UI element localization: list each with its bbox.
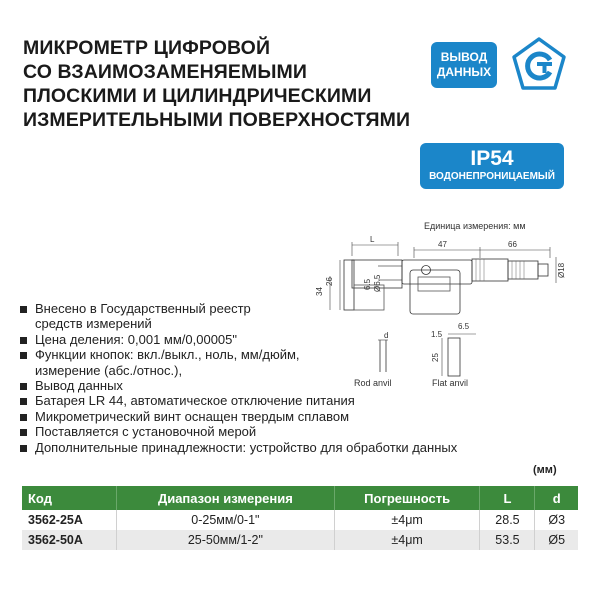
- feature-item: Внесено в Государственный реестр средств измерений: [20, 301, 540, 332]
- unit-note: Единица измерения: мм: [424, 221, 526, 231]
- dim-66: 66: [508, 240, 517, 249]
- cell-code: 3562-50A: [22, 530, 117, 550]
- spec-table: [22, 486, 578, 550]
- feature-item: Дополнительные принадлежности: устройство для обработки данных: [20, 440, 540, 455]
- cell-d: Ø5: [535, 530, 578, 550]
- header-d: d: [535, 486, 578, 510]
- ip54-badge: [420, 143, 564, 189]
- data-output-line-1: ВЫВОД: [440, 50, 488, 64]
- cell-accuracy: ±4μm: [334, 510, 480, 530]
- header-code: Код: [22, 486, 117, 510]
- title-line-4: ИЗМЕРИТЕЛЬНЫМИ ПОВЕРХНОСТЯМИ: [23, 109, 411, 131]
- feature-item: Микрометрический винт оснащен твердым сплавом: [20, 409, 540, 424]
- cell-code: 3562-25A: [22, 510, 117, 530]
- feature-item: Вывод данных: [20, 378, 540, 393]
- dim-dia-6-5: Ø6.5: [373, 274, 382, 292]
- feature-item: Функции кнопок: вкл./выкл., ноль, мм/дюйм, измерение (абс./относ.),: [20, 347, 540, 378]
- table-row: [22, 510, 578, 530]
- dim-25: 25: [431, 353, 440, 362]
- dim-34: 34: [315, 287, 324, 296]
- feature-list: [20, 301, 540, 455]
- dim-6-5-flat: 6.5: [458, 322, 470, 331]
- title-line-3: ПЛОСКИМИ И ЦИЛИНДРИЧЕСКИМИ: [23, 85, 372, 107]
- data-output-line-2: ДАННЫХ: [436, 65, 492, 79]
- dim-47: 47: [438, 240, 447, 249]
- dim-dia-18: Ø18: [557, 262, 566, 278]
- feature-item: Батарея LR 44, автоматическое отключение питания: [20, 393, 540, 408]
- ip-subtitle: ВОДОНЕПРОНИЦАЕМЫЙ: [429, 171, 555, 182]
- dim-l: L: [370, 235, 375, 244]
- header-accuracy: Погрешность: [334, 486, 480, 510]
- flat-anvil-label: Flat anvil: [432, 378, 469, 388]
- rod-anvil-label: Rod anvil: [354, 378, 392, 388]
- page-title: [23, 36, 463, 132]
- header-range: Диапазон измерения: [117, 486, 335, 510]
- certification-logo-icon: [510, 36, 568, 94]
- units-label: (мм): [533, 464, 557, 476]
- header-l: L: [480, 486, 535, 510]
- dim-d: d: [384, 331, 389, 340]
- ip-rating: IP54: [470, 147, 514, 170]
- dim-1-5: 1.5: [431, 330, 443, 339]
- cell-accuracy: ±4μm: [334, 530, 480, 550]
- cell-l: 28.5: [480, 510, 535, 530]
- cell-d: Ø3: [535, 510, 578, 530]
- dim-6-5: 6.5: [363, 278, 372, 290]
- title-line-2: СО ВЗАИМОЗАМЕНЯЕМЫМИ: [23, 61, 307, 83]
- dim-26: 26: [325, 277, 334, 286]
- data-output-badge: [431, 42, 497, 88]
- table-header-row: [22, 486, 578, 510]
- cell-l: 53.5: [480, 530, 535, 550]
- feature-item: Цена деления: 0,001 мм/0,00005": [20, 332, 540, 347]
- title-line-1: МИКРОМЕТР ЦИФРОВОЙ: [23, 37, 271, 59]
- table-row: [22, 530, 578, 550]
- cell-range: 0-25мм/0-1": [117, 510, 335, 530]
- feature-item: Поставляется с установочной мерой: [20, 424, 540, 439]
- cell-range: 25-50мм/1-2": [117, 530, 335, 550]
